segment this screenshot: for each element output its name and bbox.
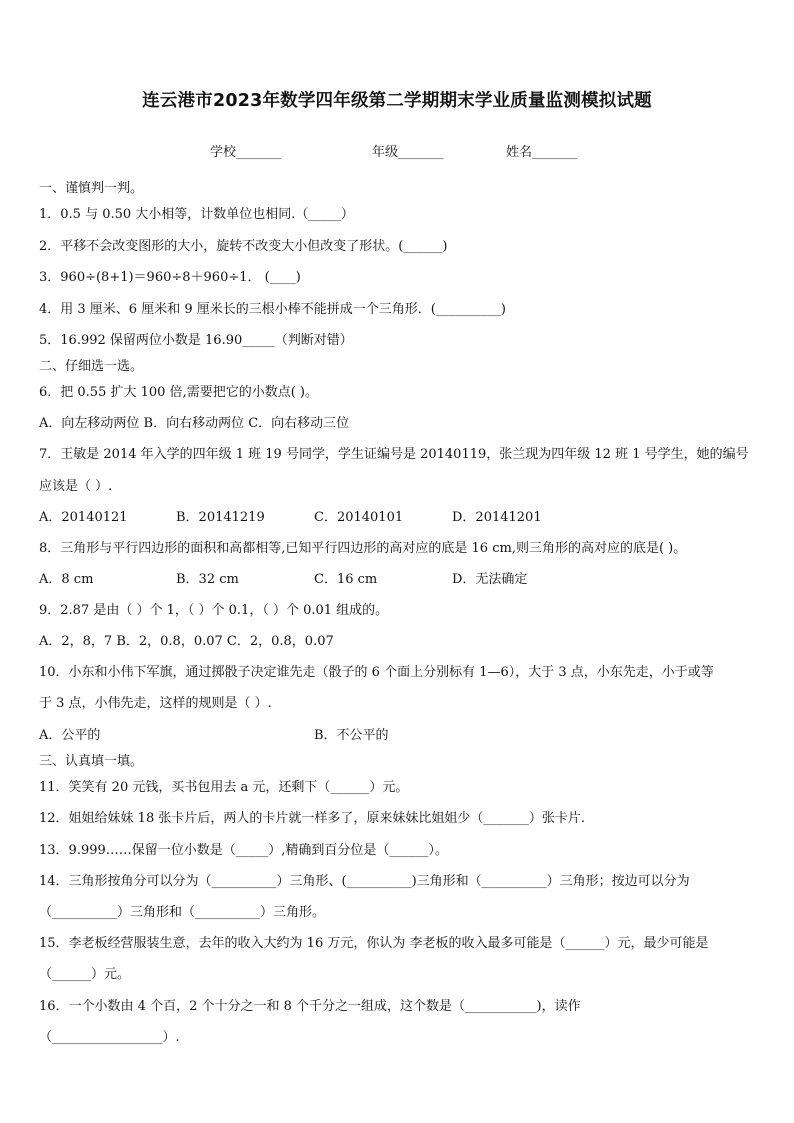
school-field: 学校_______ [210,145,282,160]
question-9: 9．2.87 是由（ ）个 1，（ ）个 0.1，（ ）个 0.01 组成的。 [39,603,389,618]
question-10-line-1: 10．小东和小伟下军旗，通过掷骰子决定谁先走（骰子的 6 个面上分别标有 1—6），大于 3 点，小东先走，小于或等 [39,665,714,680]
section-3-heading: 三、认真填一填。 [39,754,144,769]
question-9-options: A．2，8，7 B．2，0.8，0.07 C．2，0.8，0.07 [39,634,334,649]
question-6-options: A．向左移动两位 B．向右移动两位 C．向右移动三位 [39,416,350,431]
question-16-line-2: （_________________）. [39,1030,180,1045]
question-11: 11．笑笑有 20 元钱，买书包用去 a 元，还剩下（______）元。 [39,780,409,795]
question-6: 6．把 0.55 扩大 100 倍,需要把它的小数点( )。 [39,385,318,400]
question-10-line-2: 于 3 点，小伟先走，这样的规则是（ ）. [39,696,272,711]
question-10-option-a: A．公平的 [39,728,101,743]
question-7-option-d: D．20141201 [452,510,542,525]
question-12: 12．姐姐给妹妹 18 张卡片后，两人的卡片就一样多了，原来妹妹比姐姐少（_______）张卡片. [39,811,585,826]
question-7-option-c: C．20140101 [314,510,404,525]
question-5: 5．16.992 保留两位小数是 16.90_____（判断对错） [39,333,353,348]
question-7-option-a: A．20140121 [39,510,128,525]
question-14-line-1: 14．三角形按角分可以分为（__________）三角形、(__________)三角形和（__________）三角形；按边可以分为 [39,874,690,889]
grade-field: 年级_______ [372,145,444,160]
question-13: 13．9.999……保留一位小数是（_____）,精确到百分位是（______）。 [39,843,448,858]
question-15-line-2: （______）元。 [39,967,131,982]
question-8-option-b: B．32 cm [176,572,239,587]
question-7-line-2: 应该是（ ）. [39,479,113,494]
question-16-line-1: 16．一个小数由 4 个百，2 个十分之一和 8 个千分之一组成，这个数是（___________)，读作 [39,999,581,1014]
question-7-line-1: 7．王敏是 2014 年入学的四年级 1 班 19 号同学，学生证编号是 20140119，张兰现为四年级 12 班 1 号学生，她的编号 [39,447,749,462]
question-4: 4．用 3 厘米、6 厘米和 9 厘米长的三根小棒不能拼成一个三角形．(__________) [39,302,506,317]
name-field: 姓名_______ [506,145,578,160]
question-14-line-2: （__________）三角形和（__________）三角形。 [39,905,326,920]
question-8-option-a: A．8 cm [39,572,94,587]
question-8-option-d: D．无法确定 [452,572,528,587]
question-7-option-b: B．20141219 [176,510,265,525]
question-8: 8．三角形与平行四边形的面积和高都相等,已知平行四边形的高对应的底是 16 cm,则三角形的高对应的底是( )。 [39,541,687,556]
page-title: 连云港市2023年数学四年级第二学期期末学业质量监测模拟试题 [142,91,652,111]
section-2-heading: 二、仔细选一选。 [39,359,144,374]
question-10-option-b: B．不公平的 [314,728,389,743]
section-1-heading: 一、谨慎判一判。 [39,181,144,196]
question-15-line-1: 15．李老板经营服装生意，去年的收入大约为 16 万元，你认为 李老板的收入最多可能是（______）元，最少可能是 [39,936,709,951]
question-3: 3．960÷(8+1)＝960÷8＋960÷1． (____) [39,270,301,285]
question-2: 2．平移不会改变图形的大小，旋转不改变大小但改变了形状。(______) [39,239,448,254]
question-8-option-c: C．16 cm [314,572,378,587]
question-1: 1．0.5 与 0.50 大小相等，计数单位也相同.（_____） [39,207,354,222]
